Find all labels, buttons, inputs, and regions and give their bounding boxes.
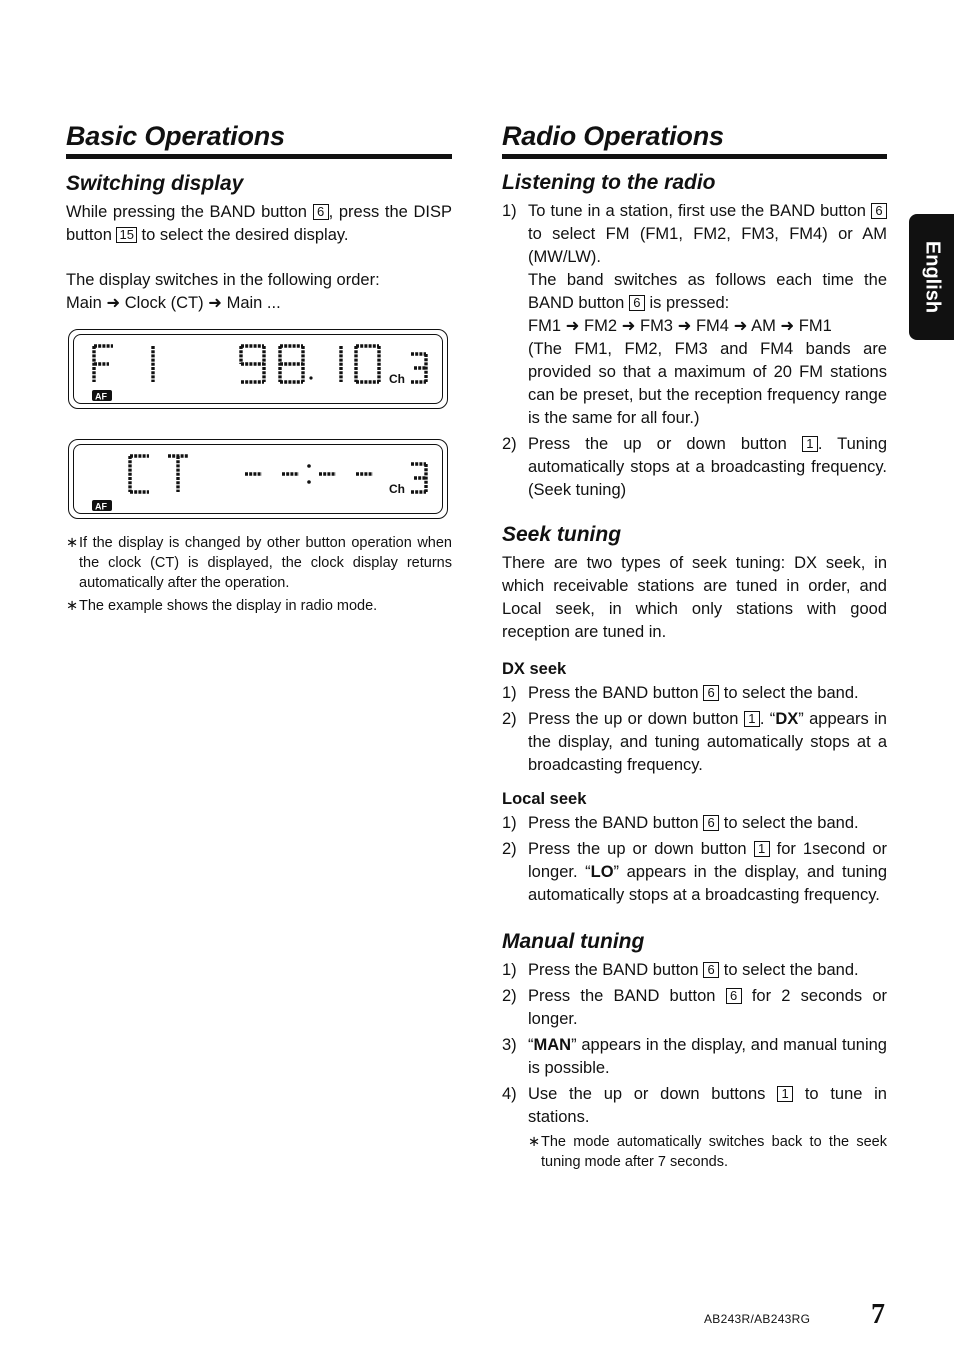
lcd-segments-main <box>69 330 449 410</box>
button-number-badge: 6 <box>703 815 719 831</box>
button-number-badge: 6 <box>871 203 887 219</box>
display-order-text: The display switches in the following order: <box>66 271 380 289</box>
button-number-badge: 1 <box>744 711 760 727</box>
listening-heading: Listening to the radio <box>502 171 716 194</box>
listening-steps <box>502 200 887 502</box>
button-number-badge: 6 <box>703 962 719 978</box>
list-item: 1) Press the BAND button 6 to select the band. <box>502 814 859 832</box>
list-item: 2) Press the up or down button 1 . “DX” appears in the display, and tuning automatically stops at a broadcasting frequency. <box>502 710 887 774</box>
lcd-af-indicator: AF <box>95 501 107 512</box>
button-number-badge: 1 <box>802 436 818 452</box>
switching-display-text: While pressing the BAND button 6 , press the DISP button 15 to select the desired display. <box>66 203 453 244</box>
switching-display-heading: Switching display <box>66 172 244 195</box>
seek-tuning-heading: Seek tuning <box>502 523 622 546</box>
list-item: 4) Use the up or down buttons 1 to tune in stations. <box>502 1085 887 1126</box>
button-number-badge: 6 <box>629 295 645 311</box>
list-item: 1) Press the BAND button 6 to select the band. <box>502 961 859 979</box>
model-number: AB243R/AB243RG <box>704 1312 811 1326</box>
button-number-badge: 6 <box>313 204 329 220</box>
button-number-badge: 1 <box>777 1086 793 1102</box>
lcd-ch-label: Ch <box>389 372 405 386</box>
page-number: 7 <box>871 1299 885 1330</box>
list-item: 1) Press the BAND button 6 to select the band. <box>502 684 859 702</box>
seek-tuning-intro: There are two types of seek tuning: DX seek, in which receivable stations are tuned in order, and Local seek, in which only stations with good reception are tuned in. <box>502 554 887 641</box>
button-number-badge: 1 <box>754 841 770 857</box>
list-item: 3) “MAN” appears in the display, and manual tuning is possible. <box>502 1036 887 1077</box>
lcd-ch-label: Ch <box>389 482 405 496</box>
dx-seek-steps <box>502 682 887 777</box>
local-seek-steps <box>502 812 887 907</box>
lcd-display-clock <box>68 439 448 519</box>
lcd-af-indicator: AF <box>95 391 107 402</box>
list-item: 1) To tune in a station, first use the BAND button 6 to select FM (FM1, FM2, FM3, FM4) or AM (MW/LW). The band switches as follows each time the BAND button 6 is pressed: FM1 ➜ FM2 ➜ FM3 ➜ FM4 ➜ AM ➜ FM1 (The FM1, FM2, FM3 and FM4 bands are provided so that a maximum of 20 FM stations can be preset, but the reception frequency range is the same for all four.) <box>502 202 887 427</box>
dx-seek-heading: DX seek <box>502 660 567 678</box>
button-number-badge: 6 <box>726 988 742 1004</box>
radio-operations-title: Radio Operations <box>502 118 887 159</box>
note-radio-mode: ∗ The example shows the display in radio mode. <box>66 598 378 614</box>
list-item: 2) Press the BAND button 6 for 2 seconds or longer. <box>502 987 887 1028</box>
display-order-sequence: Main ➜ Clock (CT) ➜ Main ... <box>66 294 281 312</box>
left-column <box>66 118 452 619</box>
list-item: 2) Press the up or down button 1 . Tuning automatically stops at a broadcasting frequency. (Seek tuning) <box>502 435 887 499</box>
lcd-segments-clock <box>69 440 449 520</box>
language-tab-label: English <box>921 240 943 314</box>
manual-tuning-heading: Manual tuning <box>502 930 645 953</box>
right-column <box>502 118 887 1175</box>
note-manual-timeout: ∗ The mode automatically switches back to the seek tuning mode after 7 seconds. <box>528 1134 887 1170</box>
basic-operations-title: Basic Operations <box>66 118 452 159</box>
note-clock-return: ∗ If the display is changed by other button operation when the clock (CT) is displayed, the clock display returns automatically after the operation. <box>66 535 452 591</box>
lcd-display-main <box>68 329 448 409</box>
local-seek-heading: Local seek <box>502 790 587 808</box>
language-tab <box>909 214 954 340</box>
button-number-badge: 15 <box>116 227 136 243</box>
manual-tuning-steps <box>502 959 887 1129</box>
button-number-badge: 6 <box>703 685 719 701</box>
list-item: 2) Press the up or down button 1 for 1second or longer. “LO” appears in the display, and tuning automatically stops at a broadcasting frequency. <box>502 840 887 904</box>
